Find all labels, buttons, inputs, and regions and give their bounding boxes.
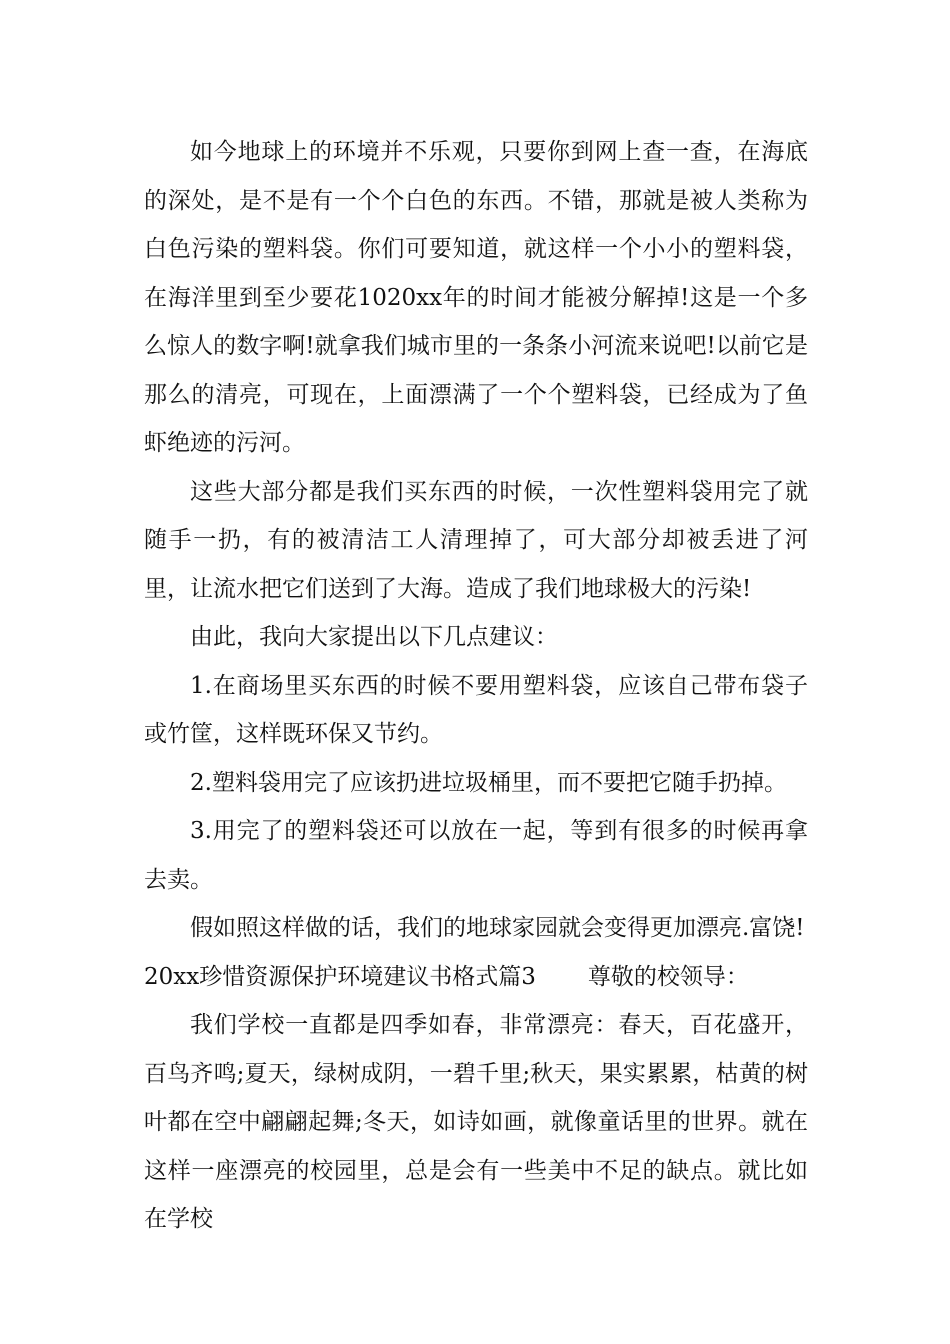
paragraph-conclusion: 假如照这样做的话，我们的地球家园就会变得更加漂亮.富饶!	[190, 915, 805, 941]
section-title: 20xx珍惜资源保护环境建议书格式篇3	[144, 963, 536, 990]
paragraph-school: 我们学校一直都是四季如春，非常漂亮：春天，百花盛开，百鸟齐鸣;夏天，绿树成阴，一碧千里;秋天，果实累累，枯黄的树叶都在空中翩翩起舞;冬天，如诗如画，就像童话里的世界。就在这样一座漂亮的校园里，总是会有一些美中不足的缺点。就比如在学校	[144, 1012, 808, 1232]
suggestion-item-1: 1.在商场里买东西的时候不要用塑料袋，应该自己带布袋子或竹筐，这样既环保又节约。	[144, 672, 808, 747]
salutation: 尊敬的校领导：	[587, 963, 749, 990]
suggestion-item-3: 3.用完了的塑料袋还可以放在一起，等到有很多的时候再拿去卖。	[144, 818, 808, 893]
paragraph-environment: 如今地球上的环境并不乐观，只要你到网上查一查，在海底的深处，是不是有一个个白色的东西。不错，那就是被人类称为白色污染的塑料袋。你们可要知道，就这样一个小小的塑料袋，在海洋里到至少要花1020xx年的时间才能被分解掉!这是一个多么惊人的数字啊!就拿我们城市里的一条条小河流来说吧!以前它是那么的清亮，可现在，上面漂满了一个个塑料袋，已经成为了鱼虾绝迹的污河。	[144, 139, 808, 456]
paragraph-plastic-bags: 这些大部分都是我们买东西的时候，一次性塑料袋用完了就随手一扔，有的被清洁工人清理掉了，可大部分却被丢进了河里，让流水把它们送到了大海。造成了我们地球极大的污染!	[144, 478, 808, 602]
paragraph-suggestions-intro: 由此，我向大家提出以下几点建议：	[190, 624, 558, 650]
suggestion-item-2: 2.塑料袋用完了应该扔进垃圾桶里，而不要把它随手扔掉。	[190, 769, 787, 796]
heading-line	[144, 953, 808, 1002]
document-body	[144, 128, 808, 1244]
